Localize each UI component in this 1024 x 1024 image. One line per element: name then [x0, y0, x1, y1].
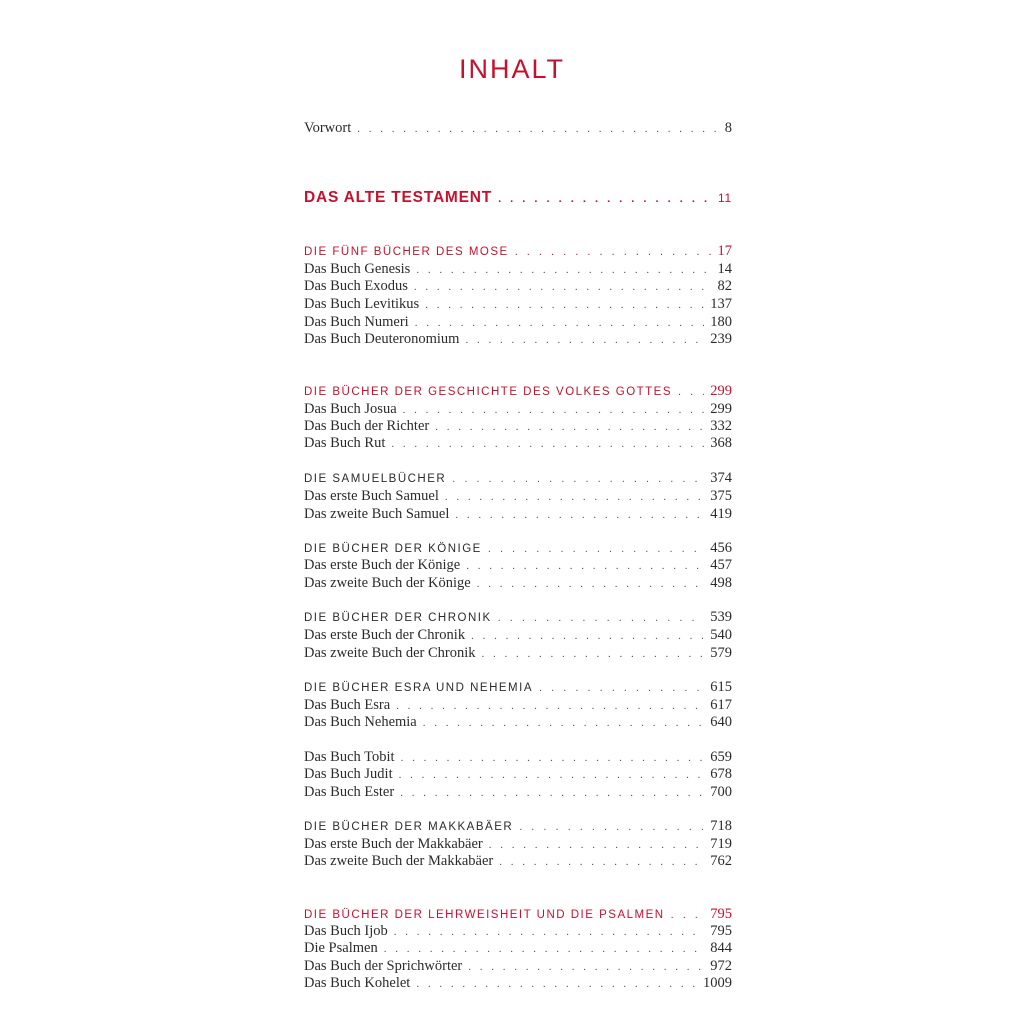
- toc-entry-page-number: 299: [710, 383, 732, 399]
- toc-entry-book: [304, 331, 732, 349]
- toc-entry-book: [304, 296, 732, 314]
- toc-entry-label: DIE BÜCHER DER KÖNIGE: [304, 543, 482, 555]
- toc-entry-page-number: 332: [710, 418, 732, 434]
- toc-entry-label: DAS ALTE TESTAMENT: [304, 189, 493, 206]
- toc-entry-page-number: 640: [710, 714, 732, 730]
- toc-entry-book: [304, 627, 732, 645]
- toc-entry-label: Das zweite Buch der Könige: [304, 575, 471, 591]
- toc-entry-book: [304, 766, 732, 784]
- dot-leader: [391, 436, 704, 453]
- toc-entry-page-number: 844: [710, 940, 732, 956]
- page-title: INHALT: [458, 54, 565, 84]
- toc-entry-book: [304, 923, 732, 941]
- toc-entry-page-number: 762: [710, 853, 732, 869]
- toc-entry-label: DIE BÜCHER DER LEHRWEISHEIT UND DIE PSALMEN: [304, 909, 665, 921]
- toc-entry-page-number: 615: [710, 679, 732, 695]
- toc-entry-subgroup: [304, 540, 732, 558]
- dot-leader: [445, 489, 704, 506]
- toc-entry-label: Das zweite Buch der Makkabäer: [304, 853, 494, 869]
- dot-leader: [678, 384, 704, 401]
- toc-entry-page-number: 539: [710, 609, 732, 625]
- toc-entry-page-number: 456: [710, 540, 732, 556]
- toc-entry-page-number: 700: [710, 784, 732, 800]
- toc-entry-book: [304, 120, 732, 138]
- toc-entry-page-number: 11: [717, 191, 732, 205]
- toc-entry-book: [304, 853, 732, 871]
- toc-entry-label: Das Buch Josua: [304, 401, 397, 417]
- toc-entry-book: [304, 278, 732, 296]
- toc-entry-book: [304, 697, 732, 715]
- toc-entry-book: [304, 836, 732, 854]
- dot-leader: [489, 837, 704, 854]
- toc-entry-label: Das Buch Tobit: [304, 749, 395, 765]
- dot-leader: [401, 750, 705, 767]
- toc-entry-page-number: 457: [710, 557, 732, 573]
- toc-entry-label: Das Buch Genesis: [304, 261, 411, 277]
- toc-entry-book: [304, 314, 732, 332]
- dot-leader: [482, 646, 705, 663]
- toc-entry-page-number: 368: [710, 435, 732, 451]
- toc-entry-label: Das Buch der Richter: [304, 418, 430, 434]
- dot-leader: [455, 507, 704, 524]
- dot-leader: [499, 854, 704, 871]
- toc-entry-page-number: 498: [710, 575, 732, 591]
- toc-entry-book: [304, 418, 732, 436]
- toc-entry-page-number: 419: [710, 506, 732, 522]
- toc-entry-label: DIE BÜCHER ESRA UND NEHEMIA: [304, 682, 534, 694]
- toc-entry-book: [304, 784, 732, 802]
- toc-entry-book: [304, 506, 732, 524]
- toc-entry-page-number: 972: [710, 958, 732, 974]
- toc-entry-label: Das Buch Numeri: [304, 314, 409, 330]
- dot-leader: [423, 715, 705, 732]
- toc-entry-page-number: 617: [710, 697, 732, 713]
- dot-leader: [435, 419, 704, 436]
- toc-entry-group: [304, 243, 732, 261]
- toc-entry-book: [304, 401, 732, 419]
- dot-leader: [515, 244, 712, 261]
- toc-entry-label: DIE BÜCHER DER MAKKABÄER: [304, 821, 514, 833]
- dot-leader: [468, 959, 704, 976]
- toc-entry-label: Das erste Buch der Makkabäer: [304, 836, 483, 852]
- toc-entry-page-number: 82: [717, 278, 732, 294]
- toc-entry-label: Das Buch Judit: [304, 766, 393, 782]
- toc-entry-label: DIE FÜNF BÜCHER DES MOSE: [304, 246, 509, 258]
- dot-leader: [498, 610, 705, 627]
- toc-entry-page-number: 719: [710, 836, 732, 852]
- toc-entry-subgroup: [304, 818, 732, 836]
- dot-leader: [415, 315, 705, 332]
- dot-leader: [403, 402, 705, 419]
- toc-entry-page-number: 795: [710, 906, 732, 922]
- toc-entry-label: DIE SAMUELBÜCHER: [304, 473, 447, 485]
- toc-entry-page-number: 678: [710, 766, 732, 782]
- toc-entry-book: [304, 557, 732, 575]
- toc-entry-label: Das Buch Levitikus: [304, 296, 420, 312]
- toc-entry-label: Das Buch Deuteronomium: [304, 331, 460, 347]
- dot-leader: [539, 680, 704, 697]
- toc-entry-label: Das Buch Ester: [304, 784, 395, 800]
- toc-entry-part: [304, 189, 732, 208]
- toc-entry-page-number: 299: [710, 401, 732, 417]
- dot-leader: [465, 332, 704, 349]
- toc-entry-book: [304, 714, 732, 732]
- toc-entry-label: Das Buch Ijob: [304, 923, 388, 939]
- toc-entry-book: [304, 940, 732, 958]
- dot-leader: [671, 907, 705, 924]
- dot-leader: [452, 471, 704, 488]
- toc-entry-label: Das erste Buch der Könige: [304, 557, 461, 573]
- toc-entry-page-number: 239: [710, 331, 732, 347]
- toc-entry-book: [304, 749, 732, 767]
- dot-leader: [399, 767, 705, 784]
- toc-entry-label: Das Buch Esra: [304, 697, 391, 713]
- dot-leader: [519, 819, 704, 836]
- toc-entry-label: Das erste Buch Samuel: [304, 488, 439, 504]
- toc-entry-page-number: 659: [710, 749, 732, 765]
- toc-entry-page-number: 14: [717, 261, 732, 277]
- toc-entry-label: DIE BÜCHER DER CHRONIK: [304, 612, 492, 624]
- toc-entry-book: [304, 435, 732, 453]
- toc-entry-book: [304, 958, 732, 976]
- dot-leader: [357, 121, 718, 138]
- toc-entry-page-number: 8: [724, 120, 732, 136]
- toc-entry-page-number: 17: [717, 243, 732, 259]
- dot-leader: [416, 262, 711, 279]
- toc-entry-label: Das zweite Buch der Chronik: [304, 645, 476, 661]
- toc-entry-page-number: 1009: [703, 975, 732, 991]
- dot-leader: [384, 941, 705, 958]
- toc-entry-page-number: 375: [710, 488, 732, 504]
- toc-entry-page-number: 137: [710, 296, 732, 312]
- toc-entry-label: Das zweite Buch Samuel: [304, 506, 450, 522]
- toc-entry-group: [304, 383, 732, 401]
- dot-leader: [477, 576, 705, 593]
- toc-entry-label: Das Buch der Sprichwörter: [304, 958, 463, 974]
- dot-leader: [471, 628, 704, 645]
- dot-leader: [416, 976, 697, 993]
- toc-entry-subgroup: [304, 679, 732, 697]
- toc-entry-page-number: 374: [710, 470, 732, 486]
- dot-leader: [425, 297, 704, 314]
- toc-entry-label: Das Buch Kohelet: [304, 975, 411, 991]
- toc-entry-page-number: 540: [710, 627, 732, 643]
- toc-entry-label: Das Buch Nehemia: [304, 714, 417, 730]
- dot-leader: [488, 541, 704, 558]
- dot-leader: [396, 698, 704, 715]
- toc-entry-book: [304, 488, 732, 506]
- toc-entry-page-number: 579: [710, 645, 732, 661]
- toc-entry-book: [304, 575, 732, 593]
- toc-entry-subgroup: [304, 470, 732, 488]
- toc-entry-group: [304, 906, 732, 924]
- toc-entry-label: Die Psalmen: [304, 940, 378, 956]
- toc-entry-label: DIE BÜCHER DER GESCHICHTE DES VOLKES GOTTES: [304, 386, 673, 398]
- dot-leader: [498, 191, 712, 208]
- toc-entry-label: Vorwort: [304, 120, 352, 136]
- toc-entry-page-number: 718: [710, 818, 732, 834]
- dot-leader: [466, 558, 704, 575]
- toc-entry-label: Das erste Buch der Chronik: [304, 627, 466, 643]
- toc-entry-subgroup: [304, 609, 732, 627]
- toc-entry-label: Das Buch Rut: [304, 435, 386, 451]
- toc-entry-label: Das Buch Exodus: [304, 278, 408, 294]
- dot-leader: [394, 924, 704, 941]
- dot-leader: [414, 279, 712, 296]
- toc-entry-page-number: 795: [710, 923, 732, 939]
- toc-entry-book: [304, 645, 732, 663]
- toc-entry-book: [304, 261, 732, 279]
- toc-entry-book: [304, 975, 732, 993]
- dot-leader: [400, 785, 704, 802]
- toc-entry-page-number: 180: [710, 314, 732, 330]
